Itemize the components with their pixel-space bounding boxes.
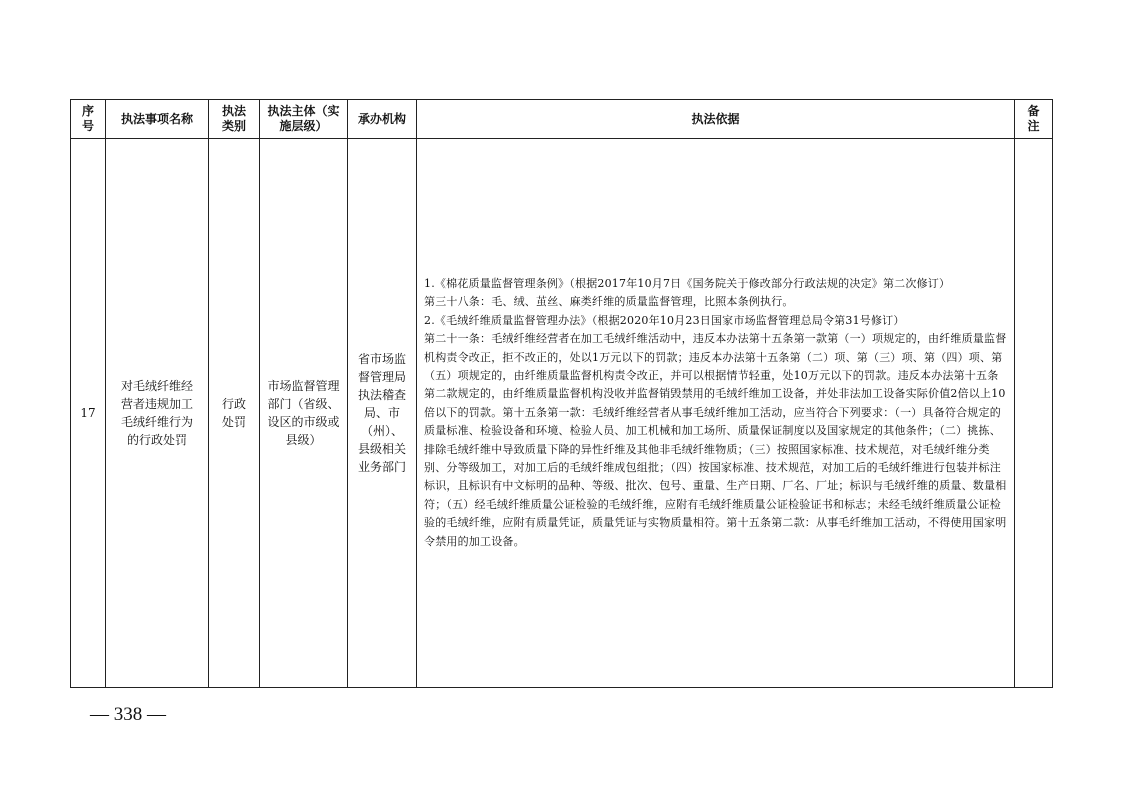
header-category: 执法类别 bbox=[209, 100, 260, 139]
row-category: 行政处罚 bbox=[209, 139, 260, 688]
basis-line-2: 第三十八条：毛、绒、茧丝、麻类纤维的质量监督管理，比照本条例执行。 bbox=[424, 295, 794, 309]
basis-line-3: 2.《毛绒纤维质量监督管理办法》（根据2020年10月23日国家市场监督管理总局令第31号修订） bbox=[424, 313, 905, 327]
page-number: — 338 — bbox=[90, 704, 166, 725]
enforcement-table bbox=[70, 99, 1053, 688]
header-org: 承办机构 bbox=[348, 100, 417, 139]
table-header-row bbox=[71, 100, 1053, 139]
header-note: 备注 bbox=[1015, 100, 1053, 139]
table-row bbox=[71, 139, 1053, 688]
basis-line-4: 第二十一条：毛绒纤维经营者在加工毛绒纤维活动中，违反本办法第十五条第一款第（一）项规定的，由纤维质量监督机构责令改正，拒不改正的，处以1万元以下的罚款；违反本办法第十五条第（二）项、第（三）项、第（四）项、第（五）项规定的，由纤维质量监督机构责令改正，并可以根据情节轻重，处10万元以下的罚款。违反本办法第十五条第二款规定的，由纤维质量监督机构没收并监督销毁禁用的毛绒纤维加工设备，并处非法加工设备实际价值2倍以上10倍以下的罚款。第十五条第一款：毛绒纤维经营者从事毛绒纤维加工活动，应当符合下列要求：（一）具备符合规定的质量标准、检验设备和环境、检验人员、加工机械和加工场所、质量保证制度以及国家规定的其他条件；（二）挑拣、排除毛绒纤维中导致质量下降的异性纤维及其他非毛绒纤维物质；（三）按照国家标准、技术规范，对毛绒纤维分类别、分等级加工，对加工后的毛绒纤维成包组批；（四）按国家标准、技术规范，对加工后的毛绒纤维进行包装并标注标识，且标识有中文标明的品种、等级、批次、包号、重量、生产日期、厂名、厂址；标识与毛绒纤维的质量、数量相符；（五）经毛绒纤维质量公证检验的毛绒纤维，应附有毛绒纤维质量公证检验证书和标志；未经毛绒纤维质量公证检验的毛绒纤维，应附有质量凭证，质量凭证与实物质量相符。第十五条第二款：从事毛纤维加工活动，不得使用国家明令禁用的加工设备。 bbox=[424, 332, 1007, 548]
basis-line-1: 1.《棉花质量监督管理条例》（根据2017年10月7日《国务院关于修改部分行政法规的决定》第二次修订） bbox=[424, 276, 951, 290]
row-note bbox=[1015, 139, 1053, 688]
header-basis: 执法依据 bbox=[417, 100, 1015, 139]
row-org: 省市场监督管理局执法稽查局、市（州）、县级相关业务部门 bbox=[348, 139, 417, 688]
row-subject: 市场监督管理部门（省级、设区的市级或县级） bbox=[260, 139, 348, 688]
row-basis bbox=[417, 139, 1015, 688]
row-index: 17 bbox=[71, 139, 106, 688]
row-name: 对毛绒纤维经营者违规加工毛绒纤维行为的行政处罚 bbox=[106, 139, 209, 688]
header-name: 执法事项名称 bbox=[106, 100, 209, 139]
header-subject: 执法主体（实施层级） bbox=[260, 100, 348, 139]
header-index: 序号 bbox=[71, 100, 106, 139]
